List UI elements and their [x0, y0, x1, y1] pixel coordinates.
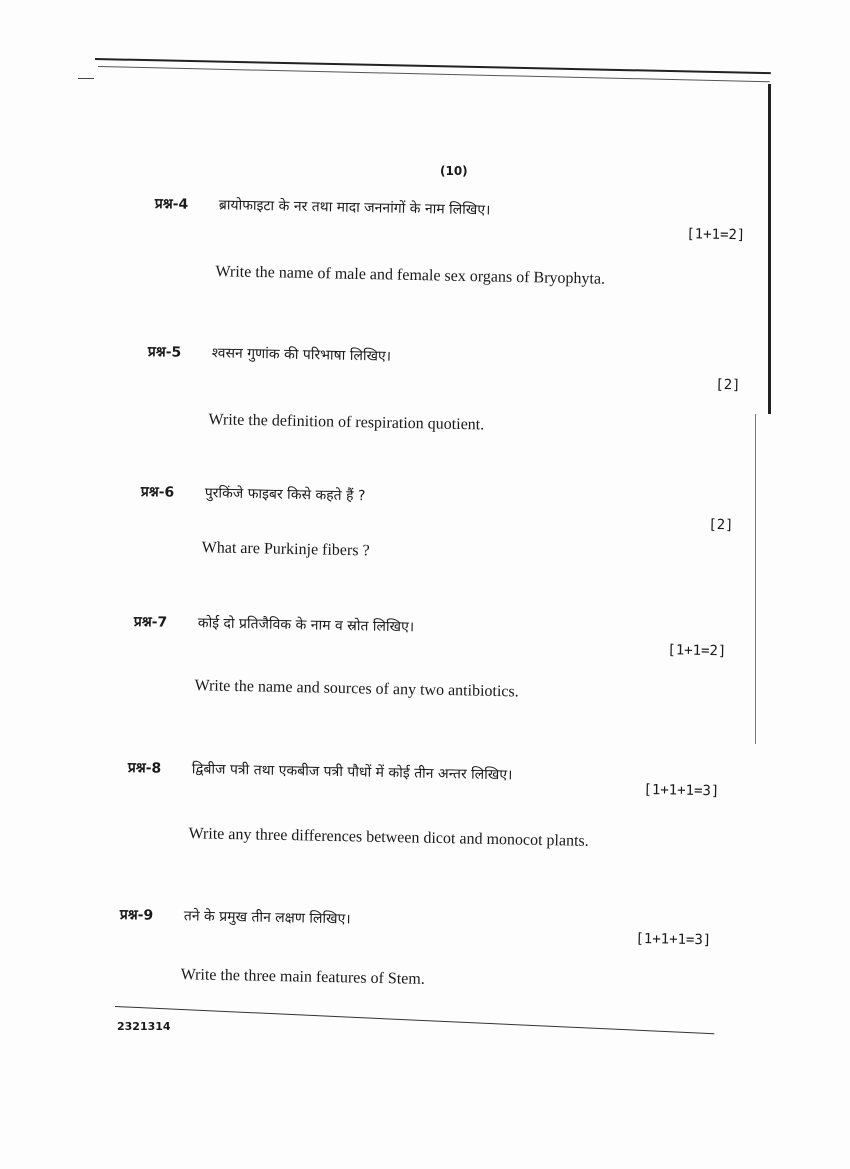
question-label: प्रश्न-7 — [133, 613, 168, 631]
question-english-text: Write the definition of respiration quotient. — [208, 411, 485, 434]
question-hindi-text: तने के प्रमुख तीन लक्षण लिखिए। — [183, 908, 351, 928]
question-english-text: Write any three differences between dicot and monocot plants. — [188, 825, 589, 850]
question-hindi-text: कोई दो प्रतिजैविक के नाम व स्रोत लिखिए। — [197, 615, 415, 636]
paper-code: 2321314 — [117, 1020, 171, 1033]
top-rule — [95, 58, 771, 74]
right-border — [768, 84, 771, 414]
question-marks: [1+1=2] — [667, 642, 727, 660]
question-english-text: Write the name and sources of any two antibiotics. — [194, 677, 519, 701]
question-label: प्रश्न-4 — [154, 195, 189, 213]
question-label: प्रश्न-5 — [147, 343, 182, 361]
question-hindi-text: ब्रायोफाइटा के नर तथा मादा जननांगों के नाम लिखिए। — [218, 197, 491, 219]
question-marks: [2] — [715, 376, 741, 394]
question-hindi-text: पुरकिंजे फाइबर किसे कहते हैं ? — [204, 485, 366, 505]
question-hindi-text: श्वसन गुणांक की परिभाषा लिखिए। — [211, 345, 392, 365]
question-label: प्रश्न-6 — [140, 483, 175, 501]
question-english-text: What are Purkinje fibers ? — [201, 539, 370, 560]
question-label: प्रश्न-9 — [119, 906, 154, 924]
question-marks: [1+1=2] — [686, 226, 746, 244]
question-hindi-text: द्विबीज पत्री तथा एकबीज पत्री पौधों में कोई तीन अन्तर लिखिए। — [191, 761, 513, 784]
right-border-lower — [755, 414, 756, 744]
question-english-text: Write the three main features of Stem. — [180, 966, 425, 988]
question-marks: [2] — [708, 516, 734, 534]
question-marks: [1+1+1=3] — [635, 930, 712, 949]
bottom-rule — [115, 1006, 714, 1034]
question-english-text: Write the name of male and female sex organs of Bryophyta. — [215, 263, 606, 288]
page-number: (10) — [440, 164, 468, 178]
left-margin-mark — [78, 78, 94, 79]
top-rule-secondary — [98, 66, 770, 82]
question-marks: [1+1+1=3] — [643, 781, 720, 800]
question-label: प्रश्न-8 — [127, 759, 162, 777]
